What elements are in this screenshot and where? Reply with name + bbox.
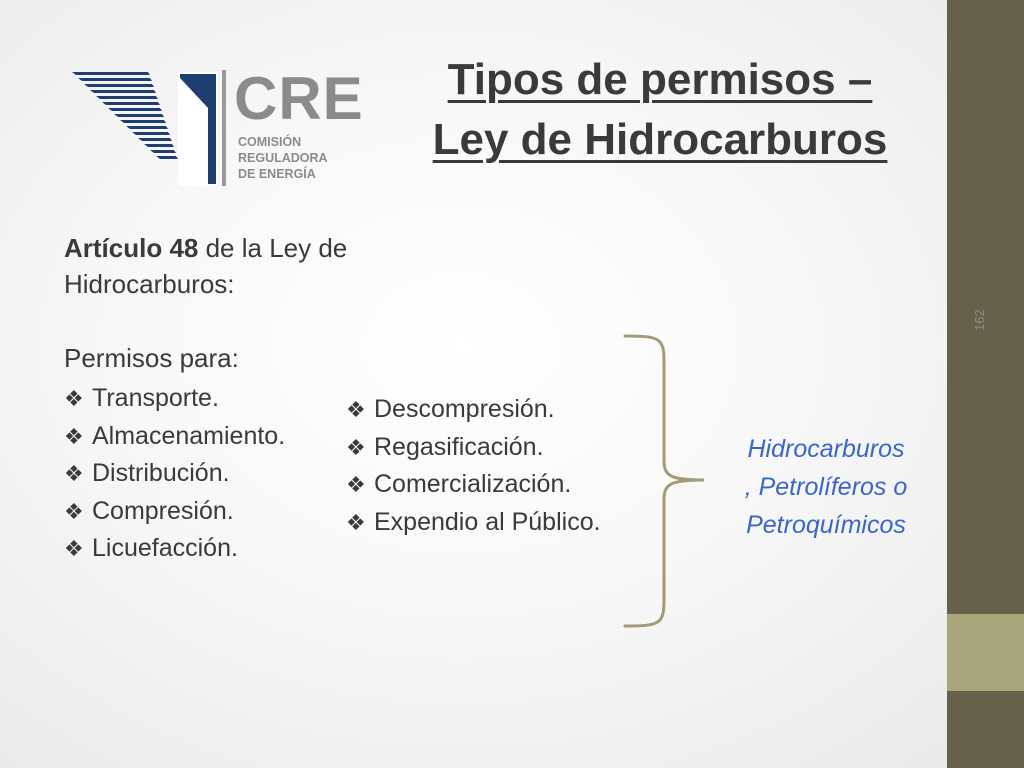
diamond-bullet-icon: ❖ xyxy=(64,423,84,449)
side-accent xyxy=(947,614,1024,691)
permits-heading: Permisos para: xyxy=(64,343,239,373)
product-types xyxy=(716,430,936,544)
permits-list-right xyxy=(346,391,601,541)
product-types-line: , Petrolíferos o xyxy=(744,473,908,501)
article-number: Artículo 48 xyxy=(64,233,199,263)
list-item-label: Descompresión. xyxy=(374,395,555,423)
diamond-bullet-icon: ❖ xyxy=(346,434,366,460)
diamond-bullet-icon: ❖ xyxy=(64,536,84,561)
cre-subtitle xyxy=(238,134,328,182)
diamond-bullet-icon: ❖ xyxy=(64,386,84,411)
cre-subtitle-line: COMISIÓN xyxy=(238,135,302,149)
list-item xyxy=(64,380,285,418)
list-item-label: Expendio al Público. xyxy=(374,507,601,536)
list-item xyxy=(64,455,285,493)
title-line-2: Ley de Hidrocarburos xyxy=(432,115,888,164)
list-item xyxy=(346,466,601,504)
list-item xyxy=(346,429,601,467)
title-line-1: Tipos de permisos – xyxy=(447,55,873,104)
list-item-label: Compresión. xyxy=(92,496,234,525)
list-item-label: Almacenamiento. xyxy=(92,421,286,450)
diamond-bullet-icon: ❖ xyxy=(346,397,366,422)
cre-subtitle-line: DE ENERGÍA xyxy=(238,167,316,181)
right-curly-bracket-icon xyxy=(620,332,710,632)
page-title xyxy=(380,50,940,170)
product-types-line: Petroquímicos xyxy=(746,511,906,539)
article-text: de la Ley de Hidrocarburos: xyxy=(64,233,348,299)
product-types-line: Hidrocarburos xyxy=(747,435,905,463)
diamond-bullet-icon: ❖ xyxy=(346,472,366,497)
list-item xyxy=(64,493,285,531)
list-item xyxy=(346,504,601,542)
list-item-label: Transporte. xyxy=(92,384,219,412)
cre-wordmark: CRE xyxy=(234,65,364,132)
list-item xyxy=(64,530,285,568)
permits-list-left xyxy=(64,380,285,568)
cre-subtitle-line: REGULADORA xyxy=(238,151,328,165)
diamond-bullet-icon: ❖ xyxy=(64,498,84,524)
list-item-label: Licuefacción. xyxy=(92,534,238,562)
list-item-label: Distribución. xyxy=(92,459,230,487)
cre-logo-mark-icon xyxy=(68,68,228,186)
slide-number: 162 xyxy=(972,309,987,331)
list-item-label: Regasificación. xyxy=(374,432,544,461)
cre-logo xyxy=(68,65,364,188)
list-item xyxy=(64,418,285,456)
list-item-label: Comercialización. xyxy=(374,470,572,498)
diamond-bullet-icon: ❖ xyxy=(346,509,366,535)
article-reference xyxy=(64,230,444,302)
diamond-bullet-icon: ❖ xyxy=(64,461,84,486)
list-item xyxy=(346,391,601,429)
